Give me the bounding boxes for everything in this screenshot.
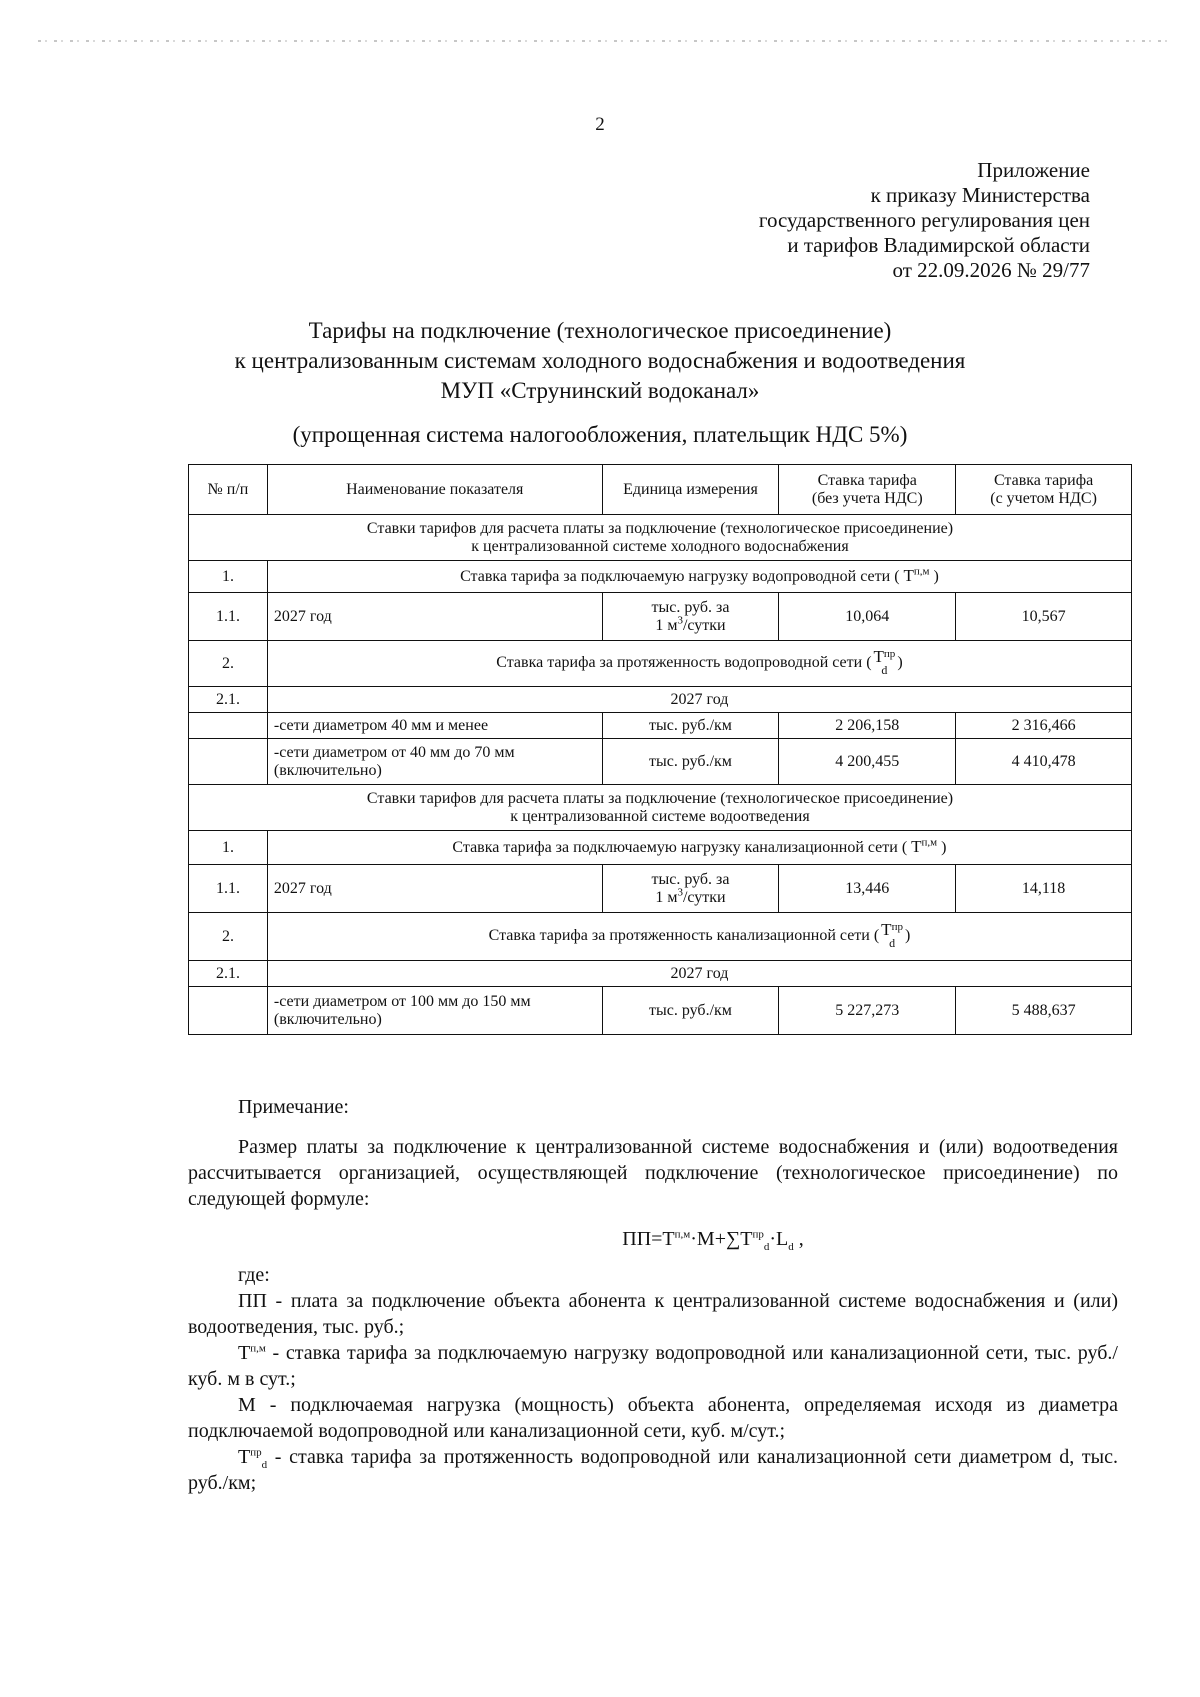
appendix-line: государственного регулирования цен bbox=[758, 208, 1090, 232]
row-num: 1.1. bbox=[189, 865, 268, 913]
document-title bbox=[0, 316, 1200, 406]
table-row bbox=[189, 641, 1132, 687]
value-vat: 2 316,466 bbox=[956, 713, 1132, 739]
tariff-symbol-sup: пр bbox=[891, 921, 903, 933]
row-num: 2. bbox=[189, 913, 268, 961]
unit-line: 1 м bbox=[655, 616, 678, 634]
row-year: 2027 год bbox=[267, 687, 1131, 713]
section-line: Ставки тарифов для расчета платы за подключение (технологическое присоединение) bbox=[366, 519, 954, 537]
value-vat: 10,567 bbox=[956, 593, 1132, 641]
scan-artifact-line bbox=[38, 40, 1168, 42]
section-line: к централизованной системе холодного водоснабжения bbox=[471, 537, 849, 555]
row-num-empty bbox=[189, 739, 268, 785]
table-row bbox=[189, 713, 1132, 739]
title-line: МУП «Струнинский водоканал» bbox=[440, 378, 760, 403]
row-name-line: (включительно) bbox=[273, 761, 382, 779]
row-name bbox=[267, 987, 602, 1035]
unit-line: тыс. руб. за bbox=[651, 598, 730, 616]
unit-sup: 3 bbox=[677, 886, 683, 899]
section-row bbox=[189, 515, 1132, 561]
row-title bbox=[267, 831, 1131, 865]
row-unit: тыс. руб./км bbox=[602, 713, 779, 739]
formula-sup: п,м bbox=[674, 1228, 691, 1241]
row-num: 1.1. bbox=[189, 593, 268, 641]
row-num: 2.1. bbox=[189, 961, 268, 987]
definition-symbol: М bbox=[238, 1394, 256, 1416]
row-num-empty bbox=[189, 987, 268, 1035]
formula-part: ПП= bbox=[622, 1228, 663, 1250]
table-row bbox=[189, 831, 1132, 865]
appendix-line: к приказу Министерства bbox=[870, 183, 1090, 207]
tariff-table bbox=[188, 464, 1132, 1035]
tariff-symbol-sup: п,м bbox=[913, 565, 930, 578]
table-row bbox=[189, 961, 1132, 987]
row-title-text: Ставка тарифа за подключаемую нагрузку водопроводной сети ( bbox=[460, 568, 900, 585]
row-title bbox=[267, 561, 1131, 593]
row-title-close: ) bbox=[904, 927, 911, 945]
header-rate-no-vat bbox=[779, 465, 956, 515]
header-rate-no-vat-line: Ставка тарифа bbox=[817, 471, 917, 489]
definition-text: - ставка тарифа за подключаемую нагрузку водопроводной или канализационной сети, тыс. руб./куб. м в сут.; bbox=[188, 1342, 1118, 1390]
formula-sub: d bbox=[788, 1241, 794, 1253]
table-row bbox=[189, 739, 1132, 785]
unit-line: /сутки bbox=[682, 616, 726, 634]
unit-line: тыс. руб. за bbox=[651, 870, 730, 888]
formula-sup: пр bbox=[752, 1228, 764, 1241]
payment-formula bbox=[308, 1226, 1118, 1252]
title-line: к централизованным системам холодного водоснабжения и водоотведения bbox=[234, 348, 966, 373]
row-title bbox=[267, 641, 1131, 687]
row-unit: тыс. руб./км bbox=[602, 987, 779, 1035]
definition-m bbox=[188, 1392, 1118, 1444]
row-name: -сети диаметром 40 мм и менее bbox=[267, 713, 602, 739]
value-no-vat: 10,064 bbox=[779, 593, 956, 641]
definition-symbol: Т bbox=[238, 1446, 251, 1468]
formula-part: ·М+∑ bbox=[690, 1228, 741, 1250]
unit-line: /сутки bbox=[682, 888, 726, 906]
value-no-vat: 5 227,273 bbox=[779, 987, 956, 1035]
row-title-text: Ставка тарифа за протяженность канализационной сети ( bbox=[488, 927, 880, 945]
table-row bbox=[189, 687, 1132, 713]
row-num: 2. bbox=[189, 641, 268, 687]
section-line: к централизованной системе водоотведения bbox=[510, 807, 810, 825]
appendix-line: и тарифов Владимирской области bbox=[787, 233, 1090, 257]
note-heading: Примечание: bbox=[238, 1096, 349, 1118]
tariff-symbol-sub: d bbox=[889, 936, 896, 950]
row-name-line: -сети диаметром от 100 мм до 150 мм bbox=[273, 992, 531, 1010]
definition-pp bbox=[188, 1288, 1118, 1340]
row-title-close: ) bbox=[933, 568, 939, 585]
table-row bbox=[189, 865, 1132, 913]
section-row bbox=[189, 785, 1132, 831]
table-row bbox=[189, 593, 1132, 641]
unit-sup: 3 bbox=[677, 614, 683, 627]
table-row bbox=[189, 913, 1132, 961]
row-name-line: (включительно) bbox=[273, 1010, 382, 1028]
tariff-symbol: Т bbox=[903, 566, 914, 585]
header-unit: Единица измерения bbox=[602, 465, 779, 515]
value-vat: 5 488,637 bbox=[956, 987, 1132, 1035]
definition-text: - ставка тарифа за протяженность водопроводной или канализационной сети диаметром d, тыс. руб./км; bbox=[188, 1446, 1118, 1494]
table-row bbox=[189, 561, 1132, 593]
appendix-line: Приложение bbox=[977, 158, 1090, 182]
value-no-vat: 2 206,158 bbox=[779, 713, 956, 739]
tariff-symbol-sup: пр bbox=[883, 648, 896, 660]
note-intro: Размер платы за подключение к централизованной системе водоснабжения и (или) водоотведения рассчитывается организацией, осуществляющей подключение (технологическое присоединение) по следующей формуле: bbox=[188, 1136, 1118, 1210]
definition-sup: пр bbox=[250, 1446, 262, 1459]
formula-part: Т bbox=[662, 1228, 675, 1250]
header-rate-vat bbox=[956, 465, 1132, 515]
definition-sup: п,м bbox=[250, 1342, 266, 1355]
tariff-symbol-stack bbox=[873, 647, 896, 677]
row-title-text: Ставка тарифа за подключаемую нагрузку канализационной сети ( bbox=[452, 839, 908, 856]
definition-tpr bbox=[188, 1444, 1118, 1496]
row-num-empty bbox=[189, 713, 268, 739]
section-title-sewer bbox=[189, 785, 1132, 831]
row-num: 1. bbox=[189, 831, 268, 865]
value-vat: 14,118 bbox=[956, 865, 1132, 913]
formula-part: Т bbox=[740, 1228, 753, 1250]
title-line: Тарифы на подключение (технологическое присоединение) bbox=[308, 318, 892, 343]
definition-symbol: ПП bbox=[238, 1290, 267, 1312]
definition-symbol: Т bbox=[238, 1342, 251, 1364]
value-no-vat: 13,446 bbox=[779, 865, 956, 913]
tariff-symbol: Т bbox=[873, 647, 884, 666]
definition-tpm bbox=[188, 1340, 1118, 1392]
row-unit bbox=[602, 593, 779, 641]
row-name bbox=[267, 739, 602, 785]
section-title-water bbox=[189, 515, 1132, 561]
tariff-symbol-sub: d bbox=[881, 663, 888, 677]
tariff-symbol-sup: п,м bbox=[921, 836, 938, 849]
row-unit bbox=[602, 865, 779, 913]
unit-line: 1 м bbox=[655, 888, 678, 906]
row-title-close: ) bbox=[941, 839, 947, 856]
header-rate-vat-line: Ставка тарифа bbox=[993, 471, 1094, 489]
row-title-close: ) bbox=[897, 654, 903, 672]
note-section bbox=[188, 1094, 1118, 1496]
document-subtitle: (упрощенная система налогообложения, плательщик НДС 5%) bbox=[292, 422, 908, 447]
appendix-line: от 22.09.2026 № 29/77 bbox=[892, 258, 1090, 282]
row-num: 2.1. bbox=[189, 687, 268, 713]
tariff-symbol: Т bbox=[911, 837, 922, 856]
header-name: Наименование показателя bbox=[267, 465, 602, 515]
header-rate-vat-line: (с учетом НДС) bbox=[990, 489, 1097, 507]
appendix-header bbox=[759, 158, 1090, 283]
row-title bbox=[267, 913, 1131, 961]
where-label: где: bbox=[238, 1264, 270, 1286]
row-title-text: Ставка тарифа за протяженность водопроводной сети ( bbox=[496, 654, 872, 672]
value-vat: 4 410,478 bbox=[956, 739, 1132, 785]
header-rate-no-vat-line: (без учета НДС) bbox=[811, 489, 923, 507]
table-row bbox=[189, 987, 1132, 1035]
definition-text: - плата за подключение объекта абонента к централизованной системе водоснабжения и (или) водоотведения, тыс. руб.; bbox=[188, 1290, 1118, 1338]
row-name-line: -сети диаметром от 40 мм до 70 мм bbox=[273, 743, 515, 761]
section-line: Ставки тарифов для расчета платы за подключение (технологическое присоединение) bbox=[366, 789, 954, 807]
formula-sub: d bbox=[763, 1241, 770, 1253]
row-year: 2027 год bbox=[267, 961, 1131, 987]
header-num: № п/п bbox=[189, 465, 268, 515]
tariff-symbol-stack bbox=[881, 920, 903, 950]
definition-text: - подключаемая нагрузка (мощность) объекта абонента, определяемая исходя из диаметра подключаемой водопроводной или канализационной сети, куб. м/сут.; bbox=[188, 1394, 1118, 1442]
definition-sub: d bbox=[261, 1459, 268, 1471]
row-name: 2027 год bbox=[267, 593, 602, 641]
formula-part: ·L bbox=[769, 1228, 789, 1250]
row-unit: тыс. руб./км bbox=[602, 739, 779, 785]
page-number: 2 bbox=[595, 114, 605, 135]
value-no-vat: 4 200,455 bbox=[779, 739, 956, 785]
tariff-symbol: Т bbox=[881, 920, 892, 939]
table-header-row bbox=[189, 465, 1132, 515]
row-name: 2027 год bbox=[267, 865, 602, 913]
row-num: 1. bbox=[189, 561, 268, 593]
formula-part: , bbox=[793, 1228, 804, 1250]
